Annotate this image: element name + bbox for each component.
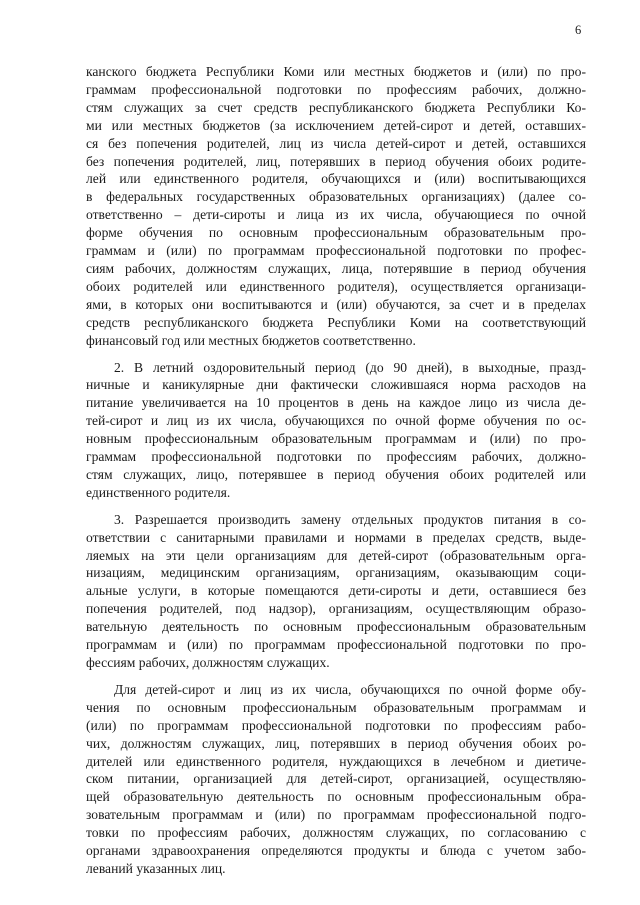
text-line: дителей или единственного родителя, нуждающихся в лечебном и диетиче- [86,753,586,769]
text-line: щей образовательную деятельность по основным профессиональным обра- [86,789,586,805]
text-line: зовательным программам и (или) по программам профессиональной подго- [86,807,586,823]
text-line: чих, должностям служащих, лиц, потерявших в период обучения обоих ро- [86,735,586,751]
text-line: финансовый год или местных бюджетов соответственно. [86,332,416,348]
paragraph-continuation [86,63,586,350]
text-line: ничные и каникулярные дни фактически сложившаяся норма расходов на [86,377,586,393]
text-line: 3. Разрешается производить замену отдельных продуктов питания в со- [114,511,586,527]
text-line: органами здравоохранения определяются продукты и блюда с учетом забо- [86,843,586,859]
text-line: попечения родителей, под надзор), организациям, осуществляющим образо- [86,601,586,617]
text-line: леваний указанных лиц. [86,860,226,876]
text-line: ями, в которых они воспитываются и (или) обучаются, за счет и в пределах [86,296,586,312]
text-line: форме обучения по основным профессиональным образовательным про- [86,225,586,241]
text-line: лей или единственного родителя, обучающихся и (или) воспитывающихся [86,171,586,187]
text-line: стям служащих за счет средств республиканского бюджета Республики Ко- [86,99,586,115]
paragraph-item-3 [86,511,586,672]
text-line: 2. В летний оздоровительный период (до 90 дней), в выходные, празд- [114,359,586,375]
text-line: граммам профессиональной подготовки по профессиям рабочих, должно- [86,449,586,465]
text-line: Для детей-сирот и лиц из их числа, обучающихся по очной форме обу- [114,681,586,697]
text-line: ся без попечения родителей, лиц из числа детей-сирот и детей, оставшихся [86,135,586,151]
paragraph-item-2 [86,359,586,502]
text-line: ответствии с санитарными правилами и нормами в пределах средств, выде- [86,529,586,545]
page-number: 6 [575,23,582,37]
text-line: (или) по программам профессиональной подготовки по профессиям рабо- [86,717,586,733]
text-line: фессиям рабочих, должностям служащих. [86,655,330,670]
text-line: ми или местных бюджетов (за исключением детей-сирот и детей, оставших- [86,117,586,133]
text-line: программам и (или) по программам профессиональной подготовки по про- [86,637,586,653]
text-line: стям служащих, лицо, потерявшее в период обучения обоих родителей или [86,466,586,482]
text-line: единственного родителя. [86,484,231,500]
text-line: граммам профессиональной подготовки по профессиям рабочих, должно- [86,81,586,97]
text-line: граммам и (или) по программам профессиональной подготовки по профес- [86,243,586,259]
text-line: альные услуги, в которые помещаются дети-сироты и дети, оставшиеся без [86,583,586,599]
text-line: ответственно – дети-сироты и лица из их числа, обучающиеся по очной [86,207,586,223]
paragraph-diet [86,681,586,878]
text-line: низациям, медицинским организациям, организациям, оказывающим соци- [86,565,586,581]
document-body [86,63,586,878]
text-line: в федеральных государственных образовательных организациях) (далее со- [86,189,586,205]
text-line: ляемых на эти цели организациям для детей-сирот (образовательным орга- [86,547,586,563]
text-line: вательную деятельность по основным профессиональным образовательным [86,619,586,635]
text-line: товки по профессиям рабочих, должностям служащих, по согласованию с [86,825,586,841]
text-line: чения по основным профессиональным образовательным программам и [86,699,586,715]
text-line: обоих родителей или единственного родителя), осуществляется организаци- [86,278,586,294]
text-line: питание увеличивается на 10 процентов в день на каждое лицо из числа де- [86,395,586,411]
text-line: ском питании, организацией для детей-сирот, организацией, осуществляю- [86,771,586,787]
text-line: канского бюджета Республики Коми или местных бюджетов и (или) по про- [86,64,586,79]
text-line: тей-сирот и лиц из их числа, обучающихся по очной форме обучения по ос- [86,413,586,429]
text-line: средств республиканского бюджета Республики Коми на соответствующий [86,314,586,330]
text-line: сиям рабочих, должностям служащих, лица, потерявшие в период обучения [86,260,586,276]
text-line: новным профессиональным образовательным программам и (или) по про- [86,431,586,447]
text-line: без попечения родителей, лиц, потерявших в период обучения обоих родите- [86,153,586,169]
